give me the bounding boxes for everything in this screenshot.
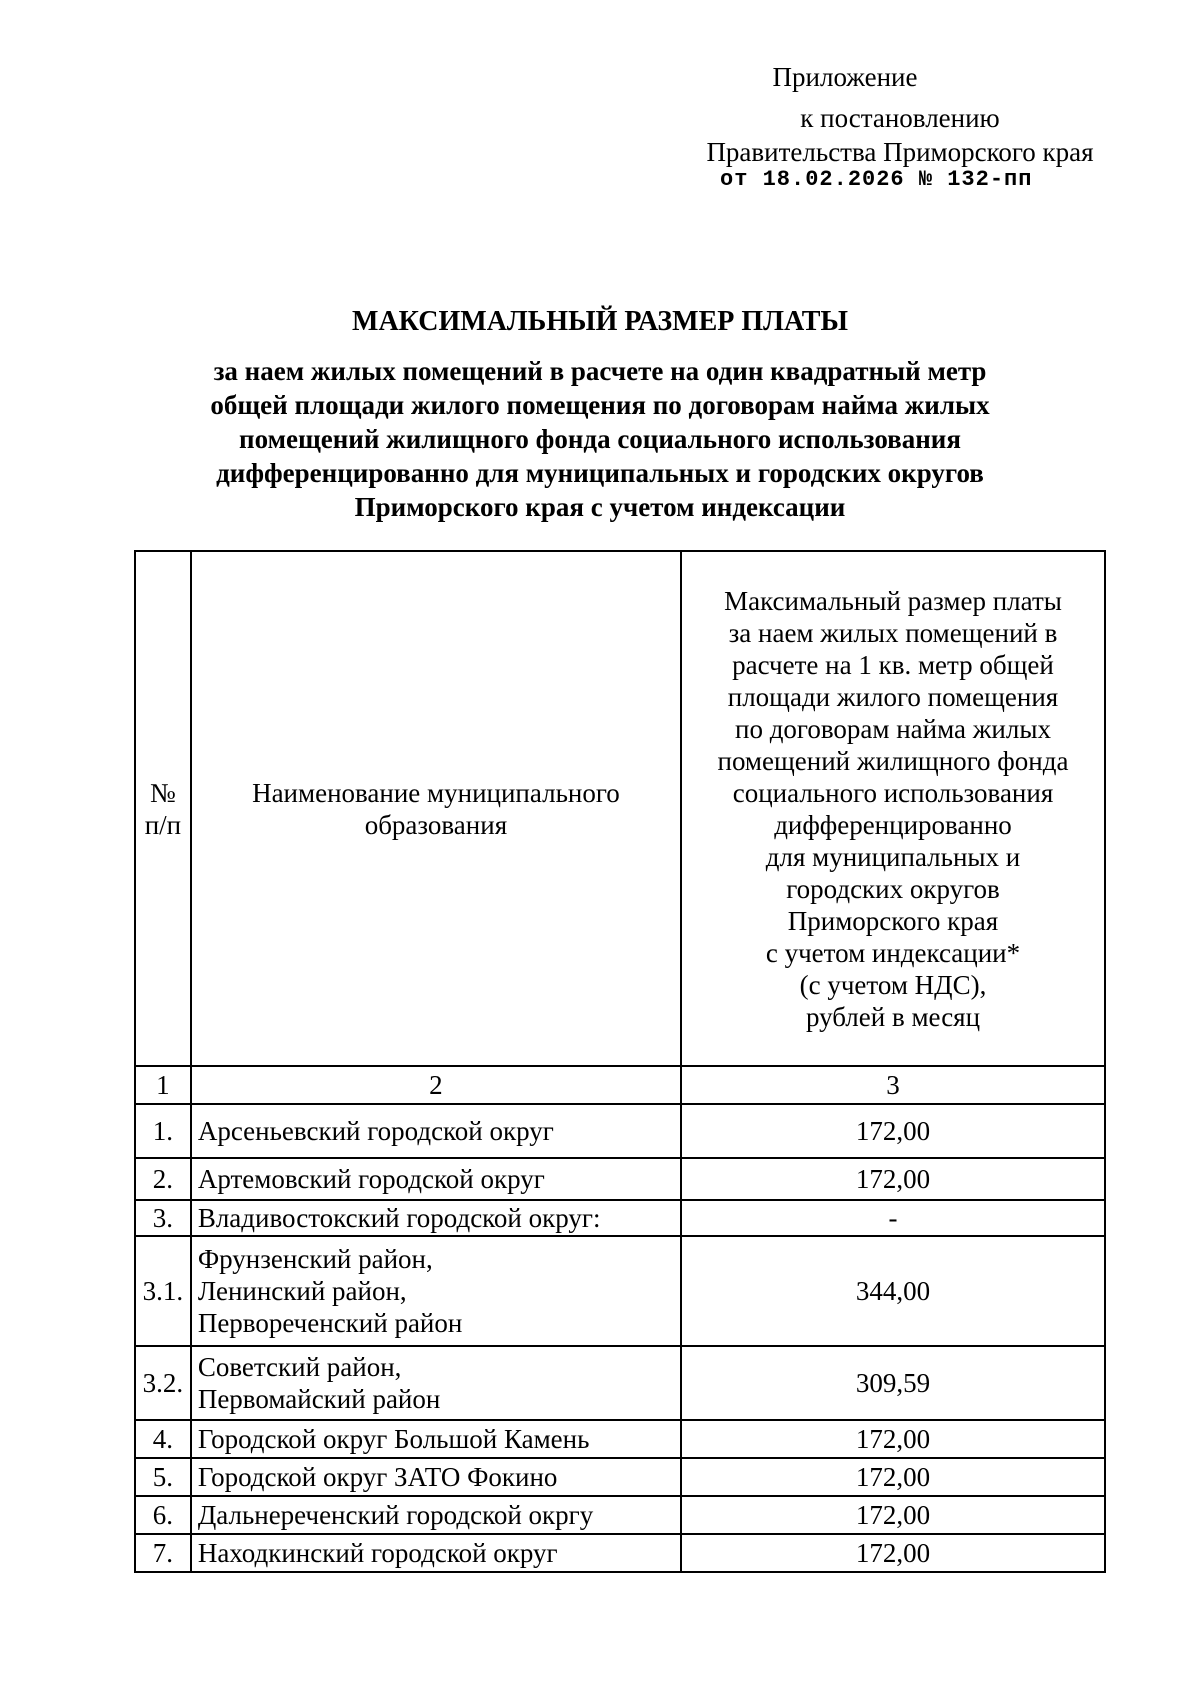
row-number: 3.2.: [135, 1346, 191, 1420]
municipality-name-line: Фрунзенский район,: [197, 1244, 433, 1274]
municipality-name: [191, 1496, 681, 1534]
row-number: 4.: [135, 1420, 191, 1458]
subtitle-line: Приморского края с учетом индексации: [354, 492, 846, 522]
document-title: МАКСИМАЛЬНЫЙ РАЗМЕР ПЛАТЫ: [352, 306, 848, 337]
header-num: [135, 551, 191, 1066]
header-value-line: (с учетом НДС),: [799, 969, 987, 1000]
subtitle-line: дифференцированно для муниципальных и городских округов: [216, 458, 984, 488]
subtitle-line: помещений жилищного фонда социального использования: [239, 424, 961, 454]
municipality-name: [191, 1236, 681, 1346]
municipality-name-line: Арсеньевский городской округ: [197, 1116, 554, 1146]
header-value-line: для муниципальных и: [765, 841, 1021, 872]
municipality-name-line: Владивостокский городской округ:: [197, 1203, 601, 1233]
row-number: 7.: [135, 1534, 191, 1572]
attachment-title: Приложение: [772, 62, 918, 92]
row-number: 1.: [135, 1104, 191, 1158]
subtitle-line: общей площади жилого помещения по договорам найма жилых: [210, 390, 990, 420]
header-value-line: социального использования: [732, 777, 1054, 808]
table-row: [135, 1346, 1105, 1420]
table-row: [135, 1158, 1105, 1200]
header-value-line: расчете на 1 кв. метр общей: [732, 649, 1054, 680]
header-value-line: за наем жилых помещений в: [728, 617, 1058, 648]
row-number: 6.: [135, 1496, 191, 1534]
header-value-line: дифференцированно: [774, 809, 1012, 840]
table-row: [135, 1236, 1105, 1346]
row-number: 3.: [135, 1200, 191, 1236]
municipality-name-line: Находкинский городской округ: [197, 1538, 558, 1568]
municipality-name-line: Дальнереченский городской окргу: [197, 1500, 594, 1530]
municipality-name: [191, 1104, 681, 1158]
table-row: [135, 1420, 1105, 1458]
fee-table: [134, 550, 1106, 1573]
header-name-line: Наименование муниципального: [252, 777, 620, 808]
table-row: [135, 1534, 1105, 1572]
header-value-line: помещений жилищного фонда: [717, 745, 1069, 776]
header-value-line: Приморского края: [787, 905, 999, 936]
table-row: [135, 1458, 1105, 1496]
header-value: [681, 551, 1105, 1066]
municipality-name-line: Ленинский район,: [197, 1276, 407, 1306]
table-row: [135, 1200, 1105, 1236]
attachment-decree-ref: к постановлению: [800, 103, 1000, 133]
header-name: [191, 551, 681, 1066]
subtitle-line: за наем жилых помещений в расчете на один квадратный метр: [213, 356, 987, 386]
municipality-name-line: Советский район,: [197, 1352, 402, 1382]
column-index-row: [135, 1066, 1105, 1104]
municipality-name-line: Городской округ Большой Камень: [197, 1424, 590, 1454]
header-value-line: площади жилого помещения: [727, 681, 1059, 712]
row-number: 2.: [135, 1158, 191, 1200]
fee-value: 344,00: [681, 1236, 1105, 1346]
decree-date-number-stamp: от 18.02.2026 № 132-пп: [720, 167, 1033, 192]
municipality-name: [191, 1458, 681, 1496]
municipality-name: [191, 1200, 681, 1236]
fee-value: 172,00: [681, 1104, 1105, 1158]
municipality-name-line: Первомайский район: [197, 1384, 441, 1414]
fee-value: 172,00: [681, 1420, 1105, 1458]
municipality-name-line: Первореченский район: [197, 1308, 463, 1338]
column-index: 1: [135, 1066, 191, 1104]
attachment-block: [690, 60, 1110, 191]
fee-value: 172,00: [681, 1458, 1105, 1496]
table-row: [135, 1496, 1105, 1534]
header-num-line: п/п: [144, 809, 182, 840]
header-value-line: рублей в месяц: [805, 1001, 981, 1032]
municipality-name: [191, 1420, 681, 1458]
fee-value: 172,00: [681, 1534, 1105, 1572]
header-value-line: по договорам найма жилых: [735, 713, 1051, 744]
column-index: 3: [681, 1066, 1105, 1104]
fee-value: 172,00: [681, 1496, 1105, 1534]
table-header-row: [135, 551, 1105, 1066]
header-name-line: образования: [364, 809, 508, 840]
table-row: [135, 1104, 1105, 1158]
header-value-line: городских округов: [786, 873, 1000, 904]
column-index: 2: [191, 1066, 681, 1104]
municipality-name: [191, 1346, 681, 1420]
row-number: 5.: [135, 1458, 191, 1496]
document-subtitle: [150, 354, 1050, 524]
fee-value: 309,59: [681, 1346, 1105, 1420]
fee-value: 172,00: [681, 1158, 1105, 1200]
municipality-name: [191, 1534, 681, 1572]
fee-value: -: [681, 1200, 1105, 1236]
municipality-name: [191, 1158, 681, 1200]
header-value-line: с учетом индексации*: [765, 937, 1021, 968]
municipality-name-line: Артемовский городской округ: [197, 1164, 545, 1194]
row-number: 3.1.: [135, 1236, 191, 1346]
attachment-authority: Правительства Приморского края: [706, 137, 1094, 167]
municipality-name-line: Городской округ ЗАТО Фокино: [197, 1462, 558, 1492]
header-num-line: №: [150, 777, 176, 808]
header-value-line: Максимальный размер платы: [724, 585, 1062, 616]
